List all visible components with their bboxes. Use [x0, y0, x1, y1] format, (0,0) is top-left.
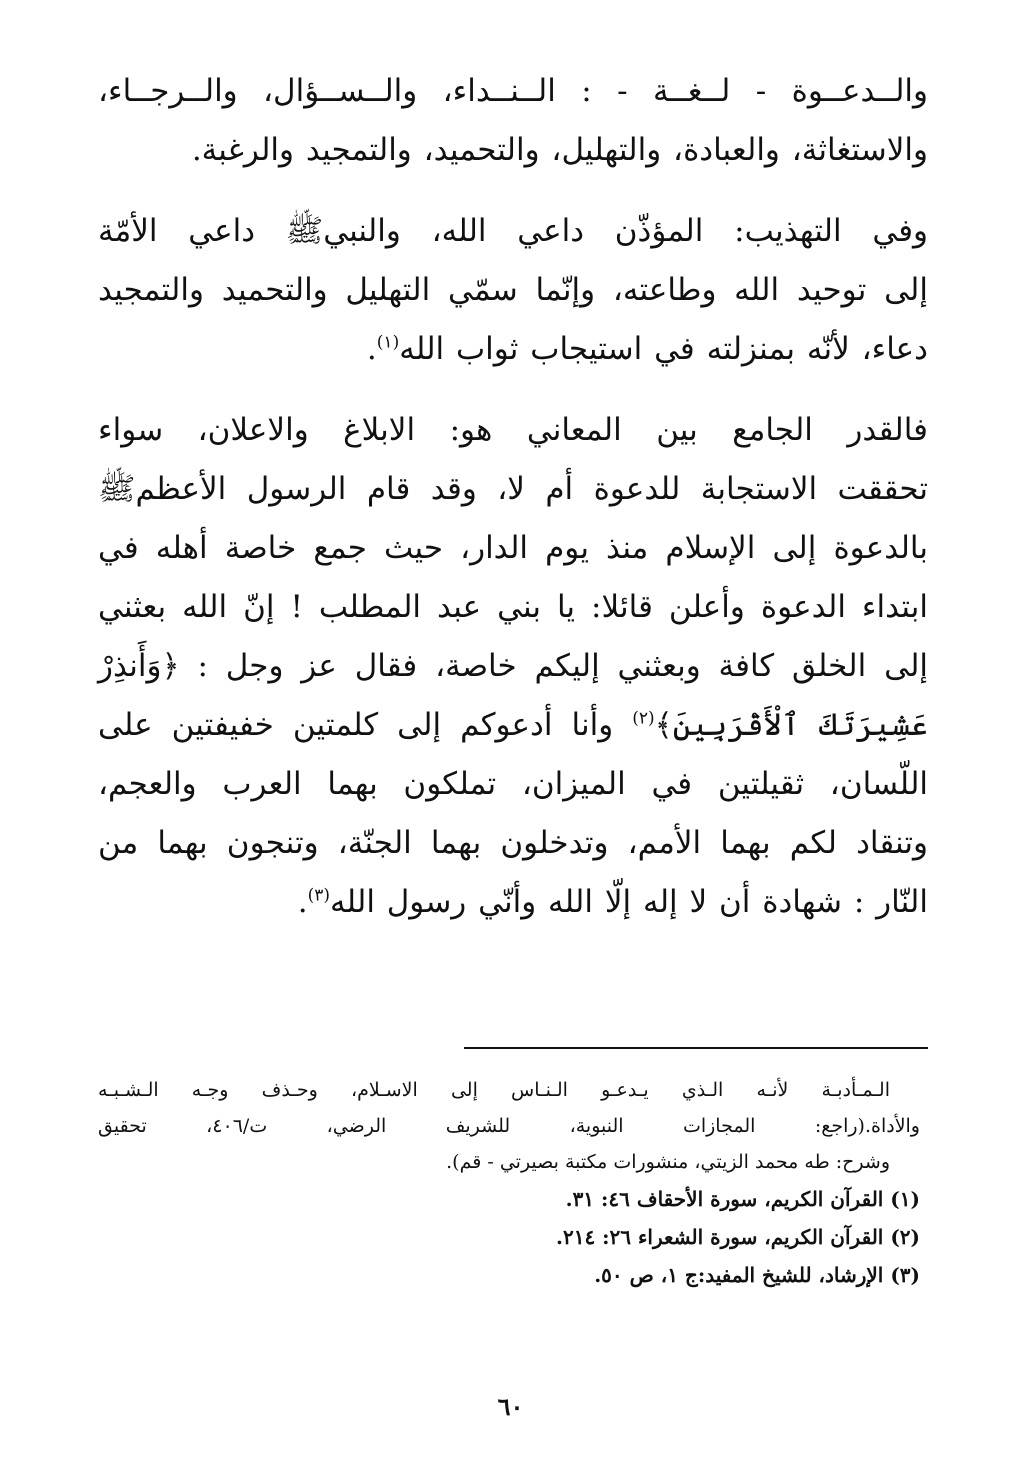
text-line: وفي التهذيب: المؤذّن داعي الله، والنبيﷺ داعي الأمّة [98, 213, 928, 249]
footnote-ref[interactable]: (٣) [307, 885, 330, 906]
footnote-ref[interactable]: (١) [376, 332, 400, 353]
text-line: والاستغاثة، والعبادة، والتهليل، والتحميد، والتمجيد والرغبة. [191, 132, 928, 168]
footnote-ref[interactable]: (٢) [632, 708, 655, 729]
footnote-2: (٢) القرآن الكريم، سورة الشعراء ٢٦: ٢١٤. [555, 1225, 920, 1249]
main-text [98, 62, 928, 932]
footnote-text-line: الـمـأدبـة لأنـه الـذي يـدعـو الـنـاس إلى الاسـلام، وحـذف وجـه الـشـبـه [98, 1079, 890, 1101]
text-line: والــدعــوة - لــغــة - : الــنــداء، والــســؤال، والــرجــاء، [98, 73, 928, 109]
text-segment: دعاء، لأنّه بمنزلته في استيجاب ثواب الله [399, 331, 928, 367]
footnote-text-line: والأداة.(راجع: المجازات النبوية، للشريف الرضي، ت/٤٠٦، تحقيق [98, 1115, 920, 1137]
quran-verse: عَشِيرَتَكَ ٱلْأَقْرَبِينَ﴾ [654, 707, 928, 743]
footnote-text-line: وشرح: طه محمد الزيتي، منشورات مكتبة بصيرتي - قم). [446, 1151, 890, 1173]
text-segment: النّار : شهادة أن لا إله إلّا الله وأنّي رسول الله [329, 884, 928, 920]
text-line [98, 696, 928, 755]
text-line [98, 320, 928, 379]
footnote-1: (١) القرآن الكريم، سورة الأحقاف ٤٦: ٣١. [565, 1187, 920, 1211]
text-line [98, 873, 928, 932]
text-line: فالقدر الجامع بين المعاني هو: الابلاغ والاعلان، سواء [98, 412, 928, 448]
text-line: وتنقاد لكم بهما الأمم، وتدخلون بهما الجنّة، وتنجون بهما من [98, 825, 928, 861]
paragraph-definition [98, 62, 928, 180]
footnote-3: (٣) الإرشاد، للشيخ المفيد:ج ١، ص ٥٠. [594, 1263, 920, 1287]
text-line: إلى توحيد الله وطاعته، وإنّما سمّي التهليل والتحميد والتمجيد [98, 272, 928, 308]
text-segment: . [297, 884, 308, 920]
text-line: تحققت الاستجابة للدعوة أم لا، وقد قام الرسول الأعظمﷺ [98, 471, 928, 507]
text-line: بالدعوة إلى الإسلام منذ يوم الدار، حيث جمع خاصة أهله في [98, 530, 928, 566]
footnote-divider [464, 1047, 928, 1049]
text-segment: . [366, 331, 377, 367]
page-number: ٦٠ [497, 1392, 524, 1421]
paragraph-tahdhib [98, 202, 928, 379]
paragraph-common-meaning [98, 401, 928, 932]
text-line: اللّسان، ثقيلتين في الميزان، تملكون بهما العرب والعجم، [98, 766, 928, 802]
text-line: ابتداء الدعوة وأعلن قائلا: يا بني عبد المطلب ! إنّ الله بعثني [98, 589, 928, 625]
text-line: إلى الخلق كافة وبعثني إليكم خاصة، فقال عز وجل : ﴿وَأَنذِرْ [98, 648, 928, 684]
footnotes [98, 1072, 920, 1294]
text-segment: وأنا أدعوكم إلى كلمتين خفيفتين على [98, 707, 633, 743]
